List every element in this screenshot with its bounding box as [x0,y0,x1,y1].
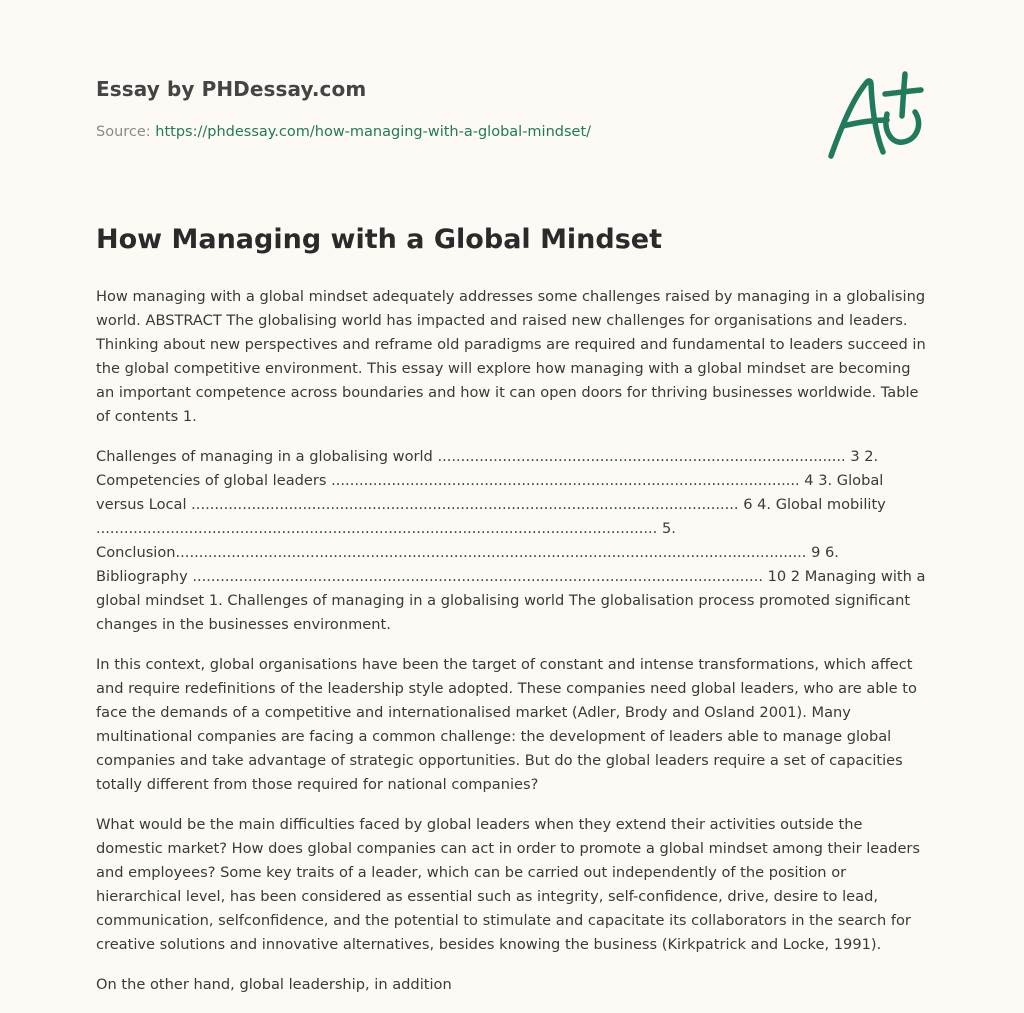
essay-title: How Managing with a Global Mindset [96,224,663,255]
essay-paragraph: How managing with a global mindset adequately addresses some challenges raised by managing in a globalising world. ABSTRACT The globalising world has impacted and raised new challenges for organisations and leaders. Thinking about new perspectives and reframe old paradigms are required and fundamental to leaders succeed in the global competitive environment. This essay will explore how managing with a global mindset are becoming an important competence across boundaries and how it can open doors for thriving businesses worldwide. Table of contents 1. [96,288,926,425]
essay-body [96,285,930,1013]
essay-paragraph: Challenges of managing in a globalising world ........................................................................................ 3 2. Competencies of global leaders ..................................................................................................... 4 3. Global versus Local ...................................................................................................................... 6 4. Global mobility ......................................................................................................................... 5. Conclusion........................................................................................................................................ 9 6. Bibliography ........................................................................................................................... 10 2 Managing with a global mindset 1. Challenges of managing in a globalising world The globalisation process promoted significant changes in the businesses environment. [96,448,926,633]
a-plus-grade-icon [823,68,927,164]
site-brand: Essay by PHDessay.com [96,77,367,101]
essay-paragraph: In this context, global organisations have been the target of constant and intense transformations, which affect and require redefinitions of the leadership style adopted. These companies need global leaders, who are able to face the demands of a competitive and internationalised market (Adler, Brody and Osland 2001). Many multinational companies are facing a common challenge: the development of leaders able to manage global companies and take advantage of strategic opportunities. But do the global leaders require a set of capacities totally different from those required for national companies? [96,656,917,793]
source-link[interactable]: https://phdessay.com/how-managing-with-a-global-mindset/ [155,124,592,140]
essay-paragraph: What would be the main difficulties faced by global leaders when they extend their activities outside the domestic market? How does global companies can act in order to promote a global mindset among their leaders and employees? Some key traits of a leader, which can be carried out independently of the position or hierarchical level, has been considered as essential such as integrity, self-confidence, drive, desire to lead, communication, selfconfidence, and the potential to stimulate and capacitate its collaborators in the search for creative solutions and innovative alternatives, besides knowing the business (Kirkpatrick and Locke, 1991). [96,816,921,953]
source-line [96,124,591,140]
essay-paragraph: On the other hand, global leadership, in addition [96,976,452,993]
source-label: Source: [96,124,156,140]
